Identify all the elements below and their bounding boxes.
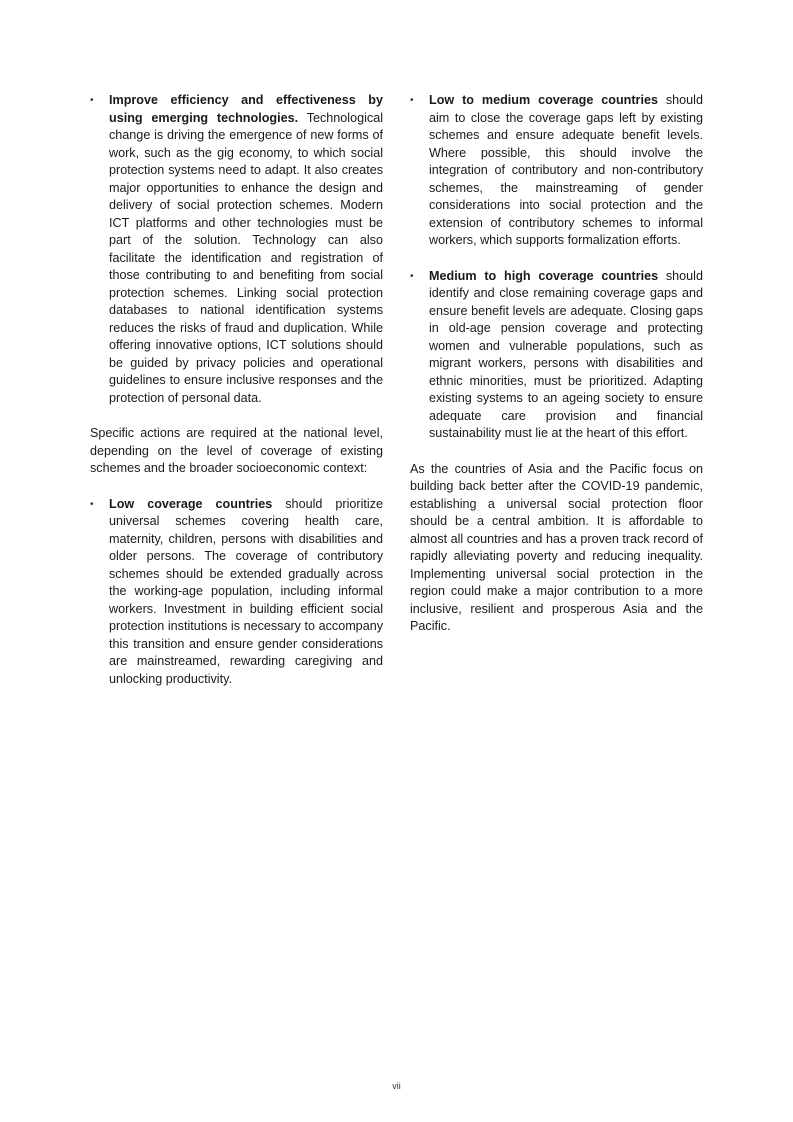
page-number: vii: [392, 1081, 401, 1091]
bullet-lead: Low to medium coverage countries: [429, 93, 658, 107]
left-column: [90, 92, 383, 706]
right-column: [410, 92, 703, 654]
bullet-dot: •: [90, 95, 94, 106]
bullet-dot: •: [410, 95, 414, 106]
bullet-lead: Medium to high coverage countries: [429, 268, 659, 283]
bullet-body: should prioritize universal schemes covering health care, maternity, children, persons with disabilities and older persons. The coverage of contributory schemes should be extended gradually across the working-age population, including informal workers. Investment in building efficient social protection institutions is necessary to accompany this transition and ensure gender considerations are mainstreamed, rewarding caregiving and unlocking productivity.: [109, 496, 383, 686]
bullet-lead: Low coverage countries: [109, 496, 273, 511]
bullet-dot: •: [410, 270, 414, 282]
bullet-low-to-medium-coverage: [410, 92, 703, 250]
intro-paragraph: Specific actions are required at the national level, depending on the level of coverage of existing schemes and the broader socioeconomic context:: [90, 426, 383, 475]
bullet-lead: Improve efficiency and effectiveness by using emerging technologies.: [109, 93, 383, 125]
bullet-body: should aim to close the coverage gaps left by existing schemes and ensure adequate benefit levels. Where possible, this should involve the integration of contributory and non-contributory schemes, the mainstreaming of gender considerations into social protection and the extension of contributory schemes to informal workers, which supports formalization efforts.: [429, 93, 703, 247]
bullet-body: should identify and close remaining coverage gaps and ensure benefit levels are adequate. Closing gaps in old-age pension coverage and protecting women and vulnerable populations, such as migrant workers, persons with disabilities and ethnic minorities, must be prioritized. Adapting existing systems to an ageing society to ensure adequate care provision and financial sustainability must lie at the heart of this effort.: [429, 268, 703, 440]
bullet-text: [109, 496, 383, 689]
closing-paragraph: As the countries of Asia and the Pacific focus on building back better after the COVID-19 pandemic, establishing a universal social protection floor should be a central ambition. It is affordable to almost all countries and has a proven track record of rapidly alleviating poverty and reducing inequality. Implementing universal social protection in the region could make a major contribution to a more inclusive, resilient and prosperous Asia and the Pacific.: [410, 461, 703, 633]
bullet-text: [429, 268, 703, 443]
bullet-body: Technological change is driving the emergence of new forms of work, such as the gig economy, to which social protection systems need to adapt. It also creates major opportunities to enhance the design and delivery of social protection schemes. Modern ICT platforms and other technologies must be part of the solution. Technology can also facilitate the identification and registration of those contributing to and benefiting from social protection schemes. Linking social protection databases to national identification systems reduces the risks of fraud and duplication. While offering innovative options, ICT solutions should be guided by privacy policies and operational guidelines to ensure inclusive responses and the protection of personal data.: [109, 110, 384, 405]
bullet-medium-to-high-coverage: [410, 268, 703, 443]
bullet-text: [109, 92, 383, 407]
bullet-dot: •: [90, 498, 94, 510]
bullet-text: [429, 92, 703, 250]
bullet-emerging-technologies: [90, 92, 383, 407]
bullet-low-coverage: [90, 496, 383, 689]
